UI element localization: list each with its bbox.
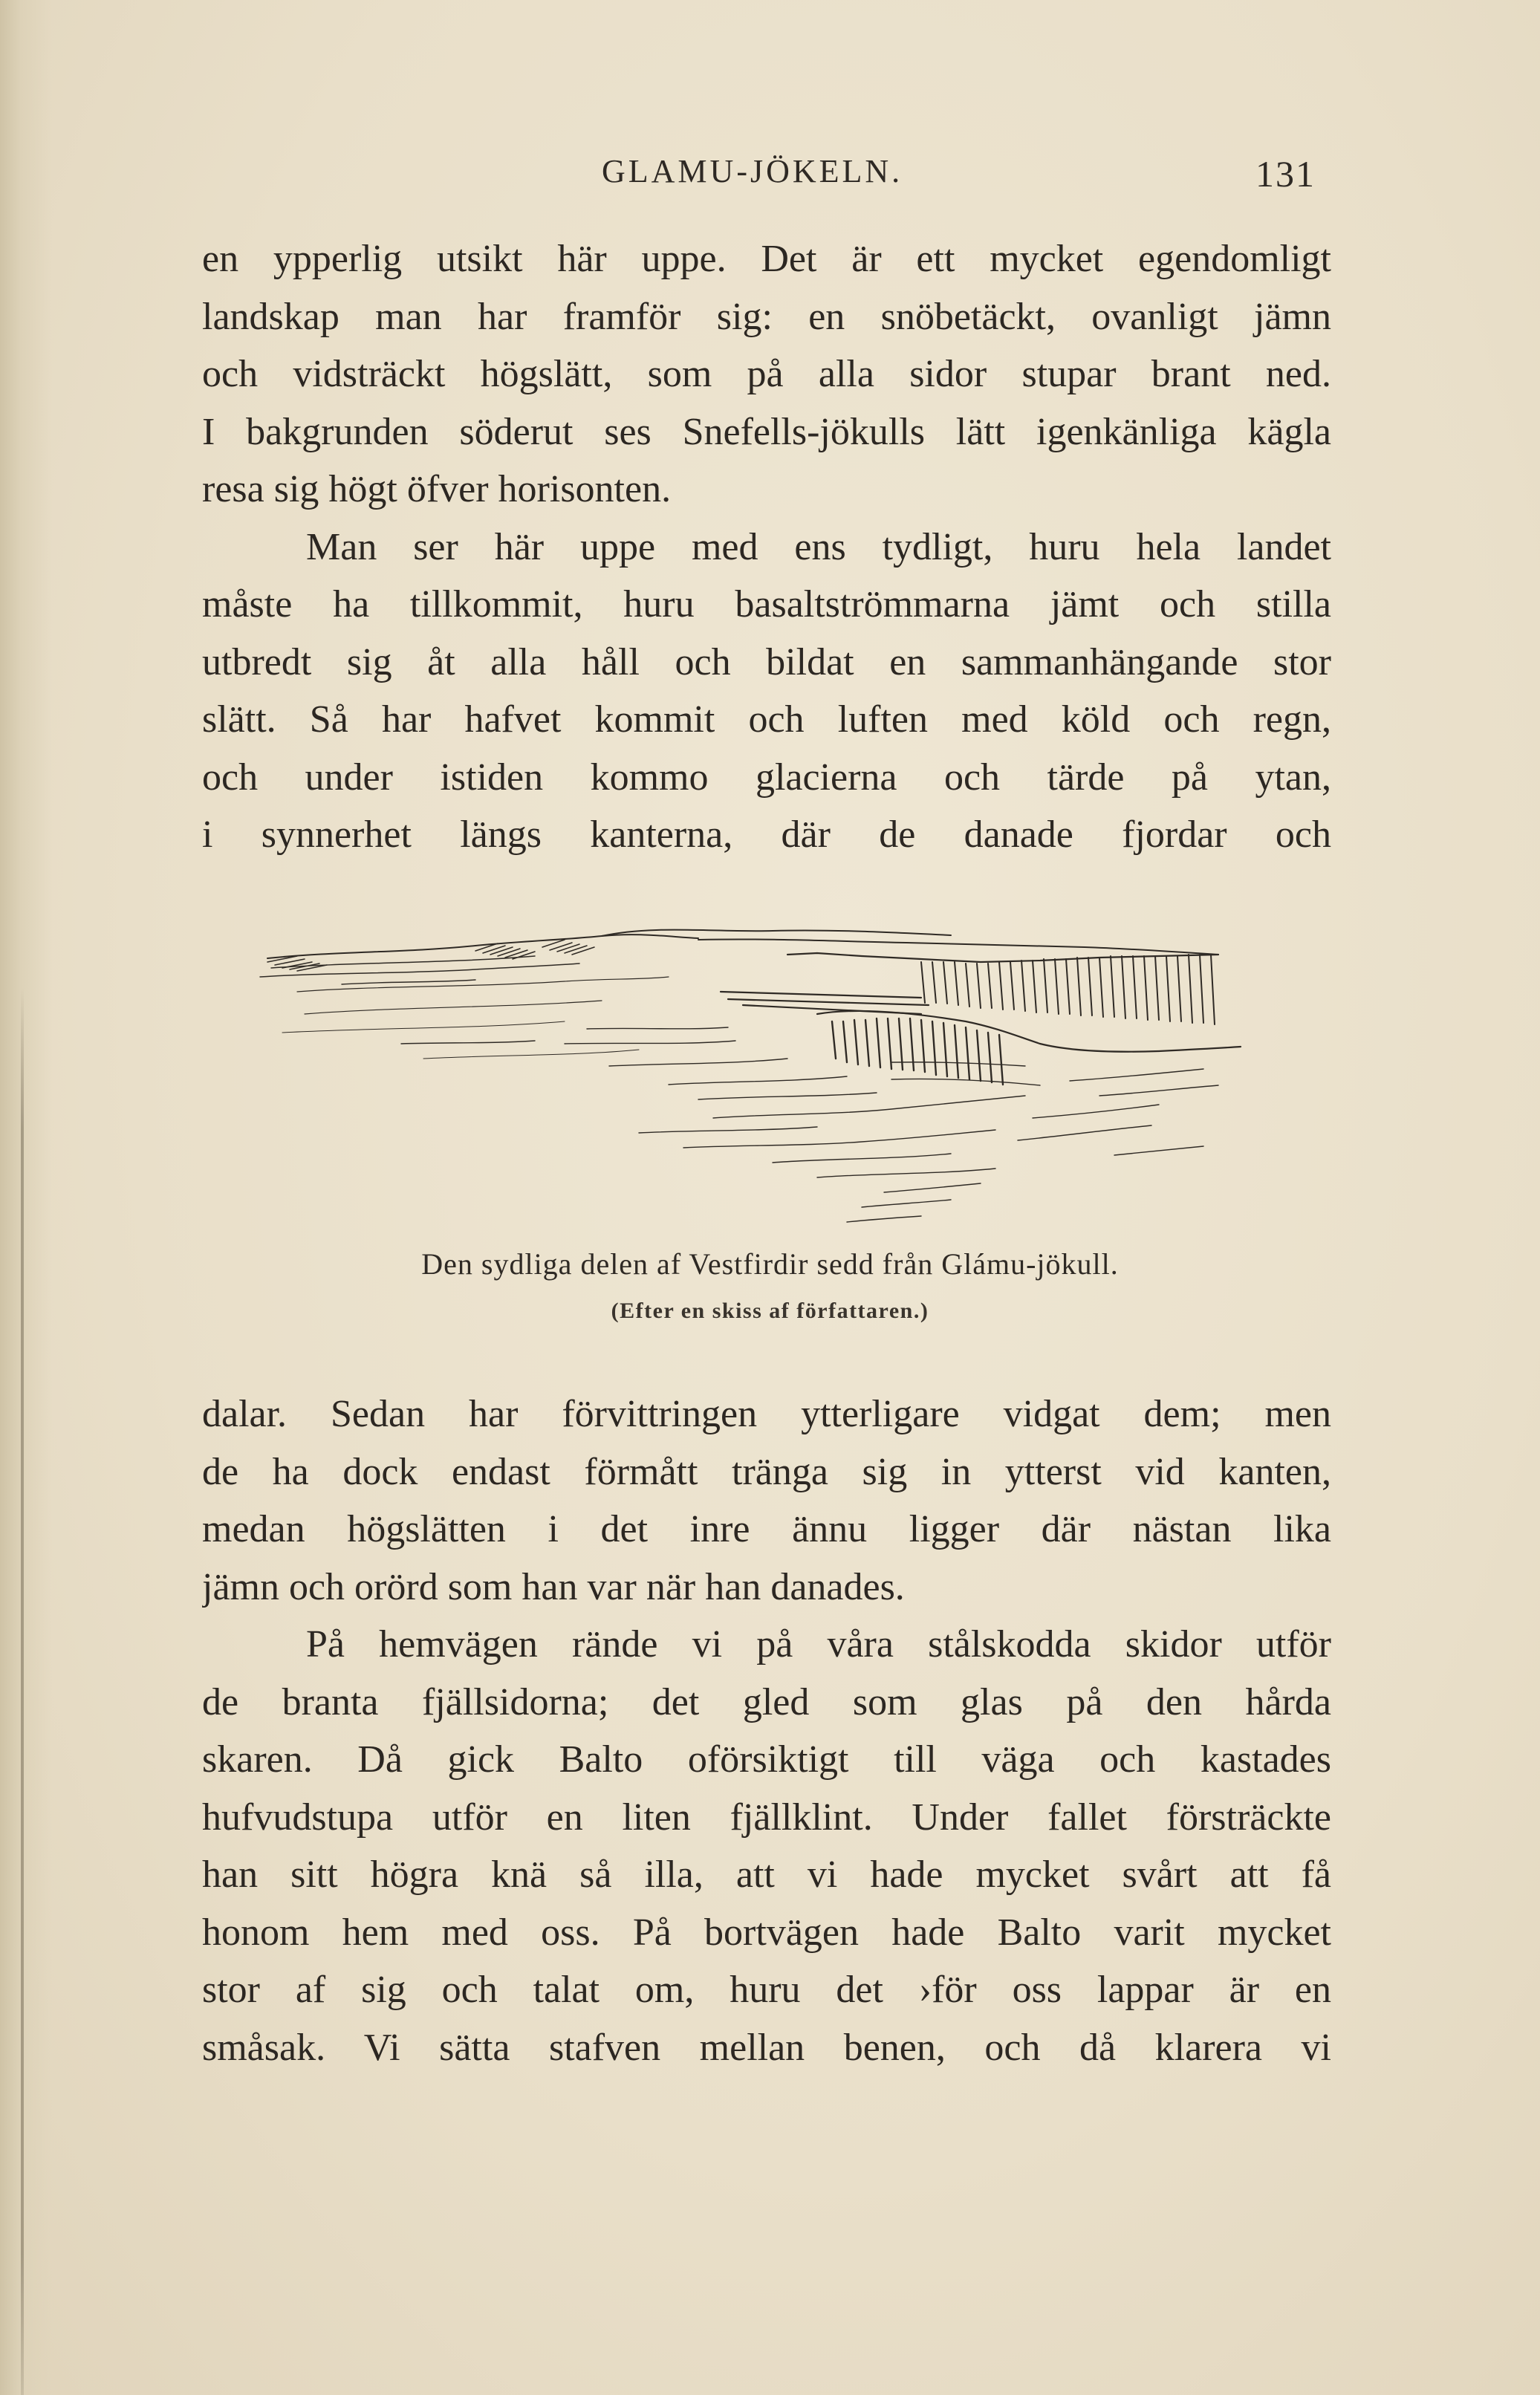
text-line: resa sig högt öfver horisonten. <box>202 468 672 510</box>
text-line: Man ser här uppe med ens tydligt, huru hela landet <box>306 525 1331 568</box>
figure-credit: (Efter en skiss af författaren.) <box>611 1299 929 1323</box>
running-head <box>0 152 1540 204</box>
text-line: landskap man har framför sig: en snöbetäckt, ovanligt jämn <box>202 295 1331 338</box>
text-line: På hemvägen rände vi på våra stålskodda skidor utför <box>306 1623 1331 1666</box>
text-line: de ha dock endast förmått tränga sig in ytterst vid kanten, <box>202 1450 1331 1493</box>
text-line: en ypperlig utsikt här uppe. Det är ett mycket egendomligt <box>202 238 1331 280</box>
text-line: jämn och orörd som han var när han danades. <box>202 1565 905 1608</box>
text-line: de branta fjällsidorna; det gled som glas på den hårda <box>202 1680 1331 1723</box>
text-line: stor af sig och talat om, huru det ›för oss lappar är en <box>202 1969 1331 2011</box>
text-line: dalar. Sedan har förvittringen ytterligare vidgat dem; men <box>202 1393 1331 1435</box>
text-line: och under istiden kommo glacierna och tärde på ytan, <box>202 755 1331 799</box>
text-line: han sitt högra knä så illa, att vi hade mycket svårt att få <box>202 1853 1331 1896</box>
text-line: småsak. Vi sätta stafven mellan benen, och då klarera vi <box>202 2026 1331 2069</box>
text-line: och vidsträckt högslätt, som på alla sidor stupar brant ned. <box>202 353 1331 395</box>
text-block-bottom <box>202 1385 1331 2076</box>
text-line: slätt. Så har hafvet kommit och luften med köld och regn, <box>202 698 1331 741</box>
text-line: skaren. Då gick Balto oförsiktigt till väga och kastades <box>202 1738 1331 1781</box>
text-line: måste ha tillkommit, huru basaltströmmarna jämt och stilla <box>202 583 1331 625</box>
figure-caption: Den sydliga delen af Vestfirdir sedd från Glámu-jökull. <box>421 1247 1119 1281</box>
gutter-edge <box>21 988 24 2395</box>
page-gutter <box>0 0 52 2395</box>
landscape-engraving-icon <box>253 910 1263 1244</box>
text-line: honom hem med oss. På bortvägen hade Balto varit mycket <box>202 1911 1331 1954</box>
running-head-title: GLAMU-JÖKELN. <box>602 153 903 189</box>
text-line: i synnerhet längs kanterna, där de danade fjordar och <box>202 813 1331 856</box>
text-line: utbredt sig åt alla håll och bildat en sammanhängande stor <box>202 640 1331 683</box>
text-block-top <box>202 230 1331 864</box>
landscape-illustration <box>253 910 1263 1244</box>
page-number: 131 <box>1255 153 1316 195</box>
text-line: I bakgrunden söderut ses Snefells-jökulls lätt igenkänliga kägla <box>202 410 1331 453</box>
text-line: medan högslätten i det inre ännu ligger där nästan lika <box>202 1508 1331 1550</box>
text-line: hufvudstupa utför en liten fjällklint. Under fallet försträckte <box>202 1796 1331 1839</box>
